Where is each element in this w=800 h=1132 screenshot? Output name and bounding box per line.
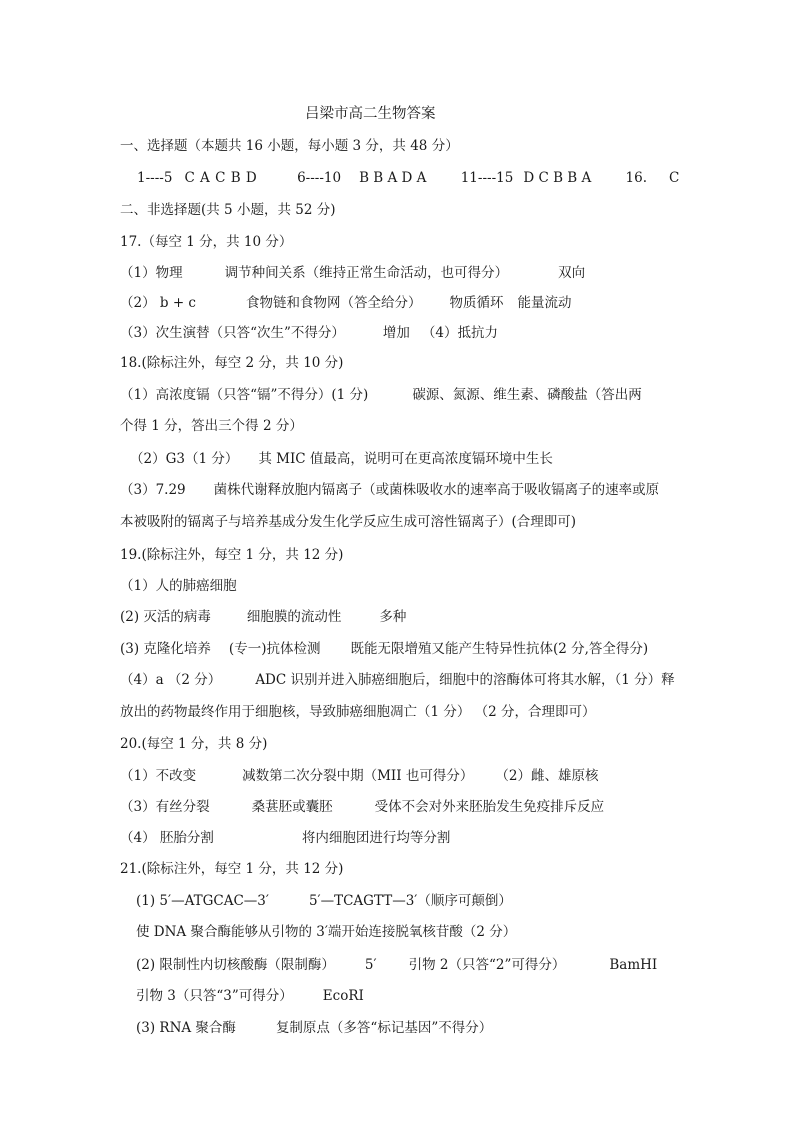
q21-l4-a: 引物 3（只答“3”可得分） [136,988,293,1004]
q20-l3-b: 将内细胞团进行均等分割 [301,830,451,846]
mc-range-1: 1----5 [137,170,173,186]
q18-l4-b: 菌株代谢释放胞内镉离子（或菌株吸收水的速率高于吸收镉离子的速率或原 [213,482,660,498]
q21-l3-a: (2) 限制性内切核酸酶（限制酶） [136,957,335,973]
q17-l2-b: 食物链和食物网（答全给分） [245,295,422,311]
page-title: 吕梁市高二生物答案 [305,106,436,122]
q17-l1-a: （1）物理 [120,265,183,281]
q21-l3-c: 引物 2（只答“2”可得分） [408,957,566,973]
q19-l3-c: 既能无限增殖又能产生特异性抗体(2 分,答全得分) [350,641,649,657]
q20-l1-a: （1）不改变 [120,768,197,784]
q21-l1-a: (1) 5′—ATGCAC—3′ [136,893,269,909]
q20-l3-a: （4） 胚胎分割 [120,830,214,846]
q17-l1-b: 调节种间关系（维持正常生命活动，也可得分） [224,265,509,281]
q17-l3-b: 增加 [382,325,410,341]
mc-letters-2: B B A D A [359,170,427,186]
q17-line2 [120,293,571,313]
q18-line1 [120,385,642,405]
q19-line4 [120,670,675,690]
q19-heading: 19.(除标注外，每空 1 分，共 12 分) [120,547,344,563]
q18-l4-a: （3）7.29 [120,482,186,498]
q18-heading: 18.(除标注外，每空 2 分，共 10 分) [120,355,344,371]
q19-l2-b: 细胞膜的流动性 [246,609,342,625]
q17-l2-d: 能量流动 [517,295,572,311]
q20-line1 [120,766,598,786]
q20-l2-a: （3）有丝分裂 [120,799,210,815]
q19-l2-c: 多种 [379,609,407,625]
q21-l4-b: EcoRI [322,988,364,1004]
q19-line5: 放出的药物最终作用于细胞核，导致肺癌细胞凋亡（1 分） （2 分，合理即可） [120,704,596,720]
q18-line4 [120,480,659,500]
q20-l2-b: 桑葚胚或囊胚 [251,799,333,815]
q18-l3-a: （2）G3（1 分） [130,451,239,467]
q17-l3-a: （3）次生演替（只答“次生”不得分） [120,325,345,341]
q19-l2-a: (2) 灭活的病毒 [120,609,211,625]
q19-line1: （1）人的肺癌细胞 [120,578,237,594]
q21-l5-b: 复制原点（多答“标记基因”不得分） [275,1020,493,1036]
q20-l1-b: 减数第二次分裂中期（MII 也可得分） [242,768,474,784]
q21-line1 [136,891,512,911]
q21-line3 [136,955,657,975]
q17-l1-c: 双向 [558,265,586,281]
q19-l4-b: ADC 识别并进入肺癌细胞后，细胞中的溶酶体可将其水解，（1 分）释 [255,672,675,688]
q21-line2: 使 DNA 聚合酶能够从引物的 3′端开始连接脱氧核苷酸（2 分） [136,924,517,940]
q19-l4-a: （4）a （2 分） [120,672,222,688]
section1-heading: 一、选择题（本题共 16 小题，每小题 3 分，共 48 分） [120,138,459,154]
mc-letters-4: C [669,170,680,186]
q21-l1-b: 5′—TCAGTT—3′（顺序可颠倒） [308,893,512,909]
mc-range-4: 16. [625,170,648,186]
q21-line5 [136,1018,492,1038]
q18-line5: 本被吸附的镉离子与培养基成分发生化学反应生成可溶性镉离子）(合理即可) [120,514,577,530]
mc-range-2: 6----10 [297,170,342,186]
q17-heading: 17.（每空 1 分，共 10 分） [120,234,293,250]
q17-line1 [120,263,585,283]
q19-line2 [120,607,406,627]
mc-letters-3: D C B B A [523,170,592,186]
q21-l3-b: 5′ [364,957,377,973]
q21-heading: 21.(除标注外，每空 1 分，共 12 分) [120,861,344,877]
mc-letters-1: C A C B D [184,170,257,186]
q17-line3 [120,323,498,343]
q18-l1-a: （1）高浓度镉（只答“镉”不得分）(1 分) [120,387,369,403]
section2-heading: 二、非选择题(共 5 小题，共 52 分) [120,202,336,218]
q20-l2-c: 受体不会对外来胚胎发生免疫排斥反应 [374,799,605,815]
q20-line2 [120,797,604,817]
q19-line3 [120,639,648,659]
q18-line3 [130,449,553,469]
q20-line3 [120,828,450,848]
q17-l3-c: （4）抵抗力 [421,325,498,341]
q21-line4 [136,986,364,1006]
q20-l1-c: （2）雌、雄原核 [495,768,599,784]
q18-l1-b: 碳源、氮源、维生素、磷酸盐（答出两 [412,387,642,403]
q19-l3-b: (专一)抗体检测 [228,641,321,657]
q18-l3-b: 其 MIC 值最高，说明可在更高浓度镉环境中生长 [258,451,553,467]
q17-l2-c: 物质循环 [449,295,504,311]
mc-answer-row [137,168,679,188]
q21-l5-a: (3) RNA 聚合酶 [136,1020,236,1036]
mc-range-3: 11----15 [460,170,514,186]
q17-l2-a: （2） b + c [120,295,196,311]
q19-l3-a: (3) 克隆化培养 [120,641,211,657]
q20-heading: 20.(每空 1 分，共 8 分) [120,736,268,752]
q18-line2: 个得 1 分，答出三个得 2 分） [120,418,303,434]
q21-l3-d: BamHI [609,957,658,973]
